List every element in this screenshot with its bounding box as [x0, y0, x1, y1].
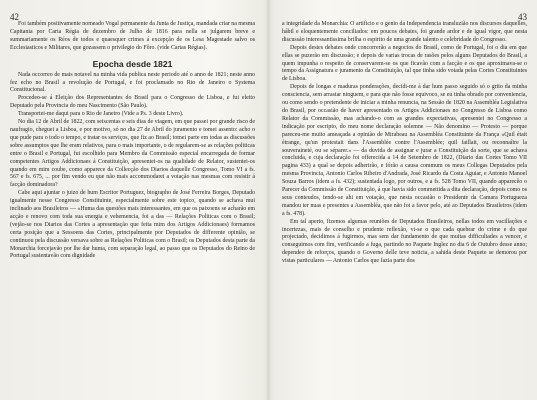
paragraph: No dia 12 de Abril de 1822, com seiscentas e seis dias de viagem, em que passei por grande risco de naufragio, cheguei a Lisboa, e por motivo, só no dia 27 de Abril do juramento e tomei assento: acho o que pude para o todo o tempo, e tratar os serviços, que fiz ao Brasil; tomei parte em todas as discussões sobre assumptos que lhe eram relativos, para o mais importante, o de regularem-se as relações politicas entre o Brasil e Portugal, fui escolhido para Membro da Commissão especial encarregada de formar competentes Artigos Addicionaes á Constituição, apresentei-os na qualidade de Relator, sustentei-os quando em mim coube, como apparece da Collecção dos Diarios daquelle Congresso, Tomo VI a fs. 567 e fs. 675, ... por fim vendo eu que não mais accommodarei a votação nas mesmas com resistir á facção dominadora?: [10, 119, 255, 189]
paragraph: Em tal aperto, fizemos algumas reuniões de Deputados Brasileiros, nellas todos em vacillações e incertezas, mais de conselho e prudente reflexão, vi-se o que cada quebrar do crime e do que projectado, decidimos á fugirmos, mas sem dar fundamento de que muitas difficultades a vencer, e conseguimos com fim, verificando a fuga, partindo no Paquete Inglez no dia 6 de Outubro desse anno; dependeo de reforços, quando o Governo delle teve noticia, a sahida deste Paquete se demorou por vistas particulares — Antonio Carlos que fazia parte dos: [282, 218, 527, 265]
section-heading: Epocha desde 1821: [92, 58, 173, 69]
left-page-text: [10, 21, 255, 261]
paragraph: Transportei-me daqui para o Rio de Janeiro (Vide a Ps. 3 deste Livro).: [18, 111, 184, 118]
page-number-right: 43: [518, 12, 527, 22]
paragraph: Foi também positivamente nomeado Vogal permanente da Junta de Justiça, mandada criar na mesma Capitania por Carta Régia de dezembro de Julho de 1816 para nella se julgarem breve e summariamente os Réos de todos e quaesquer crimes á excepção de os Lesa Magestade salvo os Ecclesiasticos e Militares, que gozassem o privilegio do Fôro. (vide Cartas Régias).: [10, 21, 255, 51]
paragraph: Cabe aqui ajuntar o juizo de hum Escritor Portuguez, biographo de José Ferreira Borges, Deputado igualmente nesse Congresso Constituinte, especialmente sobre este topico, quando se achava mui inclinado aos Brasileiros — «Huma das questões mais interessantes, em que os paixoens se acharão em acção e renovo com toda sua energia e vehemencia, foi a das — Relações Politicas com o Brasil; (vejão-se nos Diarios das Cortes a apresentação que feita mim dos Artigos Addicionaes) formamos certa posição que a Sessoens das Cortes, principalmente por Deputados de differente opinião, se continuou pela discussão versava sobre as Relações Politicas com o Brasil; os Deputados desta parte da Monarchia forcejavão por lhe dar huma, com separação legal, ao passo que os Deputados do Reino de Portugal sustentavão com dignidade: [10, 190, 255, 260]
paragraph: Nada occorreo de mais notavel na minha vida publica neste periodo até o anno de 1821; neste anno fez echo no Brasil a revolução de Portugal, e foi proclamado no Rio de Janeiro o Systema Constitucional.: [10, 71, 255, 94]
paragraph: Procedeo-se á Eleição dos Representantes do Brasil para o Congresso de Lisboa, e fui eleito Deputado pela Provincia do meu Nascimento (São Paulo).: [10, 95, 255, 110]
paragraph: Depois de longas e maduras ponderações, decidi-me á dar hum passo seguido só o grito da minha consciencia, sem arrastar ninguem, e para que não fosse equivoco, se eu tinha obrado por conveniencia, ou como sendo o pretendente de iniciar a minha renuncia, na Sessão de 1820 na Assembléa Legislativa do Brasil, por occasião de haver apresentado os Artigos Addicionaes no Congresso de Lisboa como Relator da Commissão, mas achando-o com as grandes expectativas, apresentei no Congresso a indicação por escripto, do meu nome declaração solemne — Não denomino — Protesto — porque pareceu-me muito ameaçada a opinião de Mirabeau na Assembléa Constituinte da França «Quil était étrange, qu'un protestait dans l'Assemblée contre l'Assemblée; quil faillait, ou reconnaître la souveraineté, ou se séparer.» — da duvida de assignar e jurar a Constituição da sorte, que se achava concluida, e cuja declaração foi offerecida a 14 de Setembro de 1822, (Diario das Cortes Tomo VII pagina 433) a qual se depois adherirão, e fórão a causa commum os meus Collegas Deputados pela mesma Provincia, Antonio Carlos Ribeiro d'Andrada, José Ricardo da Costa Aguiar, e Antonio Manoel Souza Barros (idem a fs. 432); sustentada logo, por outros, e a fs. 528 Tomo VII, quando apparecêo o Parecer da Commissão de Constituição, á que havia sido commettida a dita declaração, depois como os seus conteudos, tendo-se ahi em votação, que nesta occasião o Presidente da Camara Portugueza mandou ter nuas e presentes a Assembléa, que não foi a favor pelo, até ao Deputados Brasileiros (idem a fs. 478).: [282, 84, 527, 217]
right-page-text: [282, 21, 527, 266]
paragraph: a integridade da Monarchia: O artificio e o genio da Independencia transluzião nos discursos daquelles, hábil e eloquentemente conciliados: em poucos debates, foi grande ardor e de igual vigor, que nesta discussão interessantissima brilha o espirito de uma grande talento e celebridade do Congresso.: [282, 21, 527, 43]
right-page: [282, 12, 527, 392]
book-gutter: [266, 0, 271, 400]
page-number-left: 42: [10, 12, 19, 22]
paragraph: Depois destes debates onde concorrerão a negocios do Brasil, como de Portugal, foi o dia em que ellas se puzerão em discussão; e depois de varias trocas de rasões pelos alguns Deputados do Brasil, a quem impunha o respeito de conservarem-se os que ficavão com a facção e os que aproximava-se o tempo da Assignatura e juramento da Constituição, tal que tinha sido votada pelas Cortes Constituintes de Lisboa.: [282, 44, 527, 83]
left-page: [10, 12, 255, 392]
